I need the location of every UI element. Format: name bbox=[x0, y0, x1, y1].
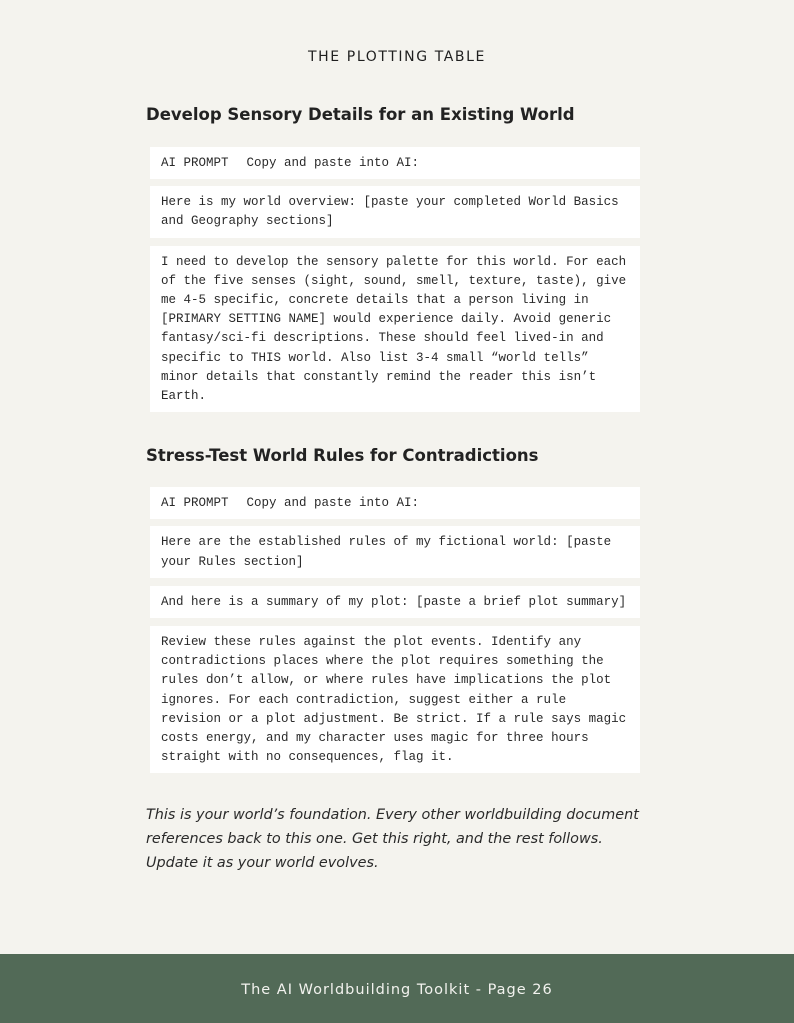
prompt-tag: AI PROMPT bbox=[161, 496, 229, 511]
page-header: THE PLOTTING TABLE bbox=[308, 49, 486, 65]
prompt-instruction: Copy and paste into AI: bbox=[246, 156, 420, 170]
prompt-label-box bbox=[150, 147, 640, 179]
section-title-stress-test: Stress-Test World Rules for Contradictions bbox=[146, 446, 539, 466]
footer-text: The AI Worldbuilding Toolkit - Page 26 bbox=[241, 982, 553, 998]
page-footer bbox=[0, 954, 794, 1023]
prompt-block: I need to develop the sensory palette for this world. For each of the five senses (sight, sound, smell, texture, taste), give me 4-5 specific, concrete details that a person living in [PRIMARY SETTING NAME] would experience daily. Avoid generic fantasy/sci-fi descriptions. These should feel lived-in and specific to THIS world. Also list 3-4 small “world tells” minor details that constantly remind the reader this isn’t Earth. bbox=[150, 246, 640, 413]
page-content bbox=[146, 104, 642, 875]
closing-note: This is your world’s foundation. Every other worldbuilding document references back to this one. Get this right, and the rest follows. Update it as your world evolves. bbox=[146, 807, 639, 872]
prompt-label-box bbox=[150, 487, 640, 519]
prompt-block: Here is my world overview: [paste your completed World Basics and Geography sections] bbox=[150, 186, 640, 237]
prompt-block: Here are the established rules of my fictional world: [paste your Rules section] bbox=[150, 526, 640, 577]
prompt-block: Review these rules against the plot events. Identify any contradictions places where the plot requires something the rules don’t allow, or where rules have implications the plot ignores. For each contradiction, suggest either a rule revision or a plot adjustment. Be strict. If a rule says magic costs energy, and my character uses magic for three hours straight with no consequences, flag it. bbox=[150, 626, 640, 773]
prompt-tag: AI PROMPT bbox=[161, 156, 229, 170]
section-title-sensory: Develop Sensory Details for an Existing World bbox=[146, 105, 575, 124]
prompt-instruction: Copy and paste into AI: bbox=[246, 496, 420, 511]
prompt-block: And here is a summary of my plot: [paste a brief plot summary] bbox=[150, 586, 640, 618]
